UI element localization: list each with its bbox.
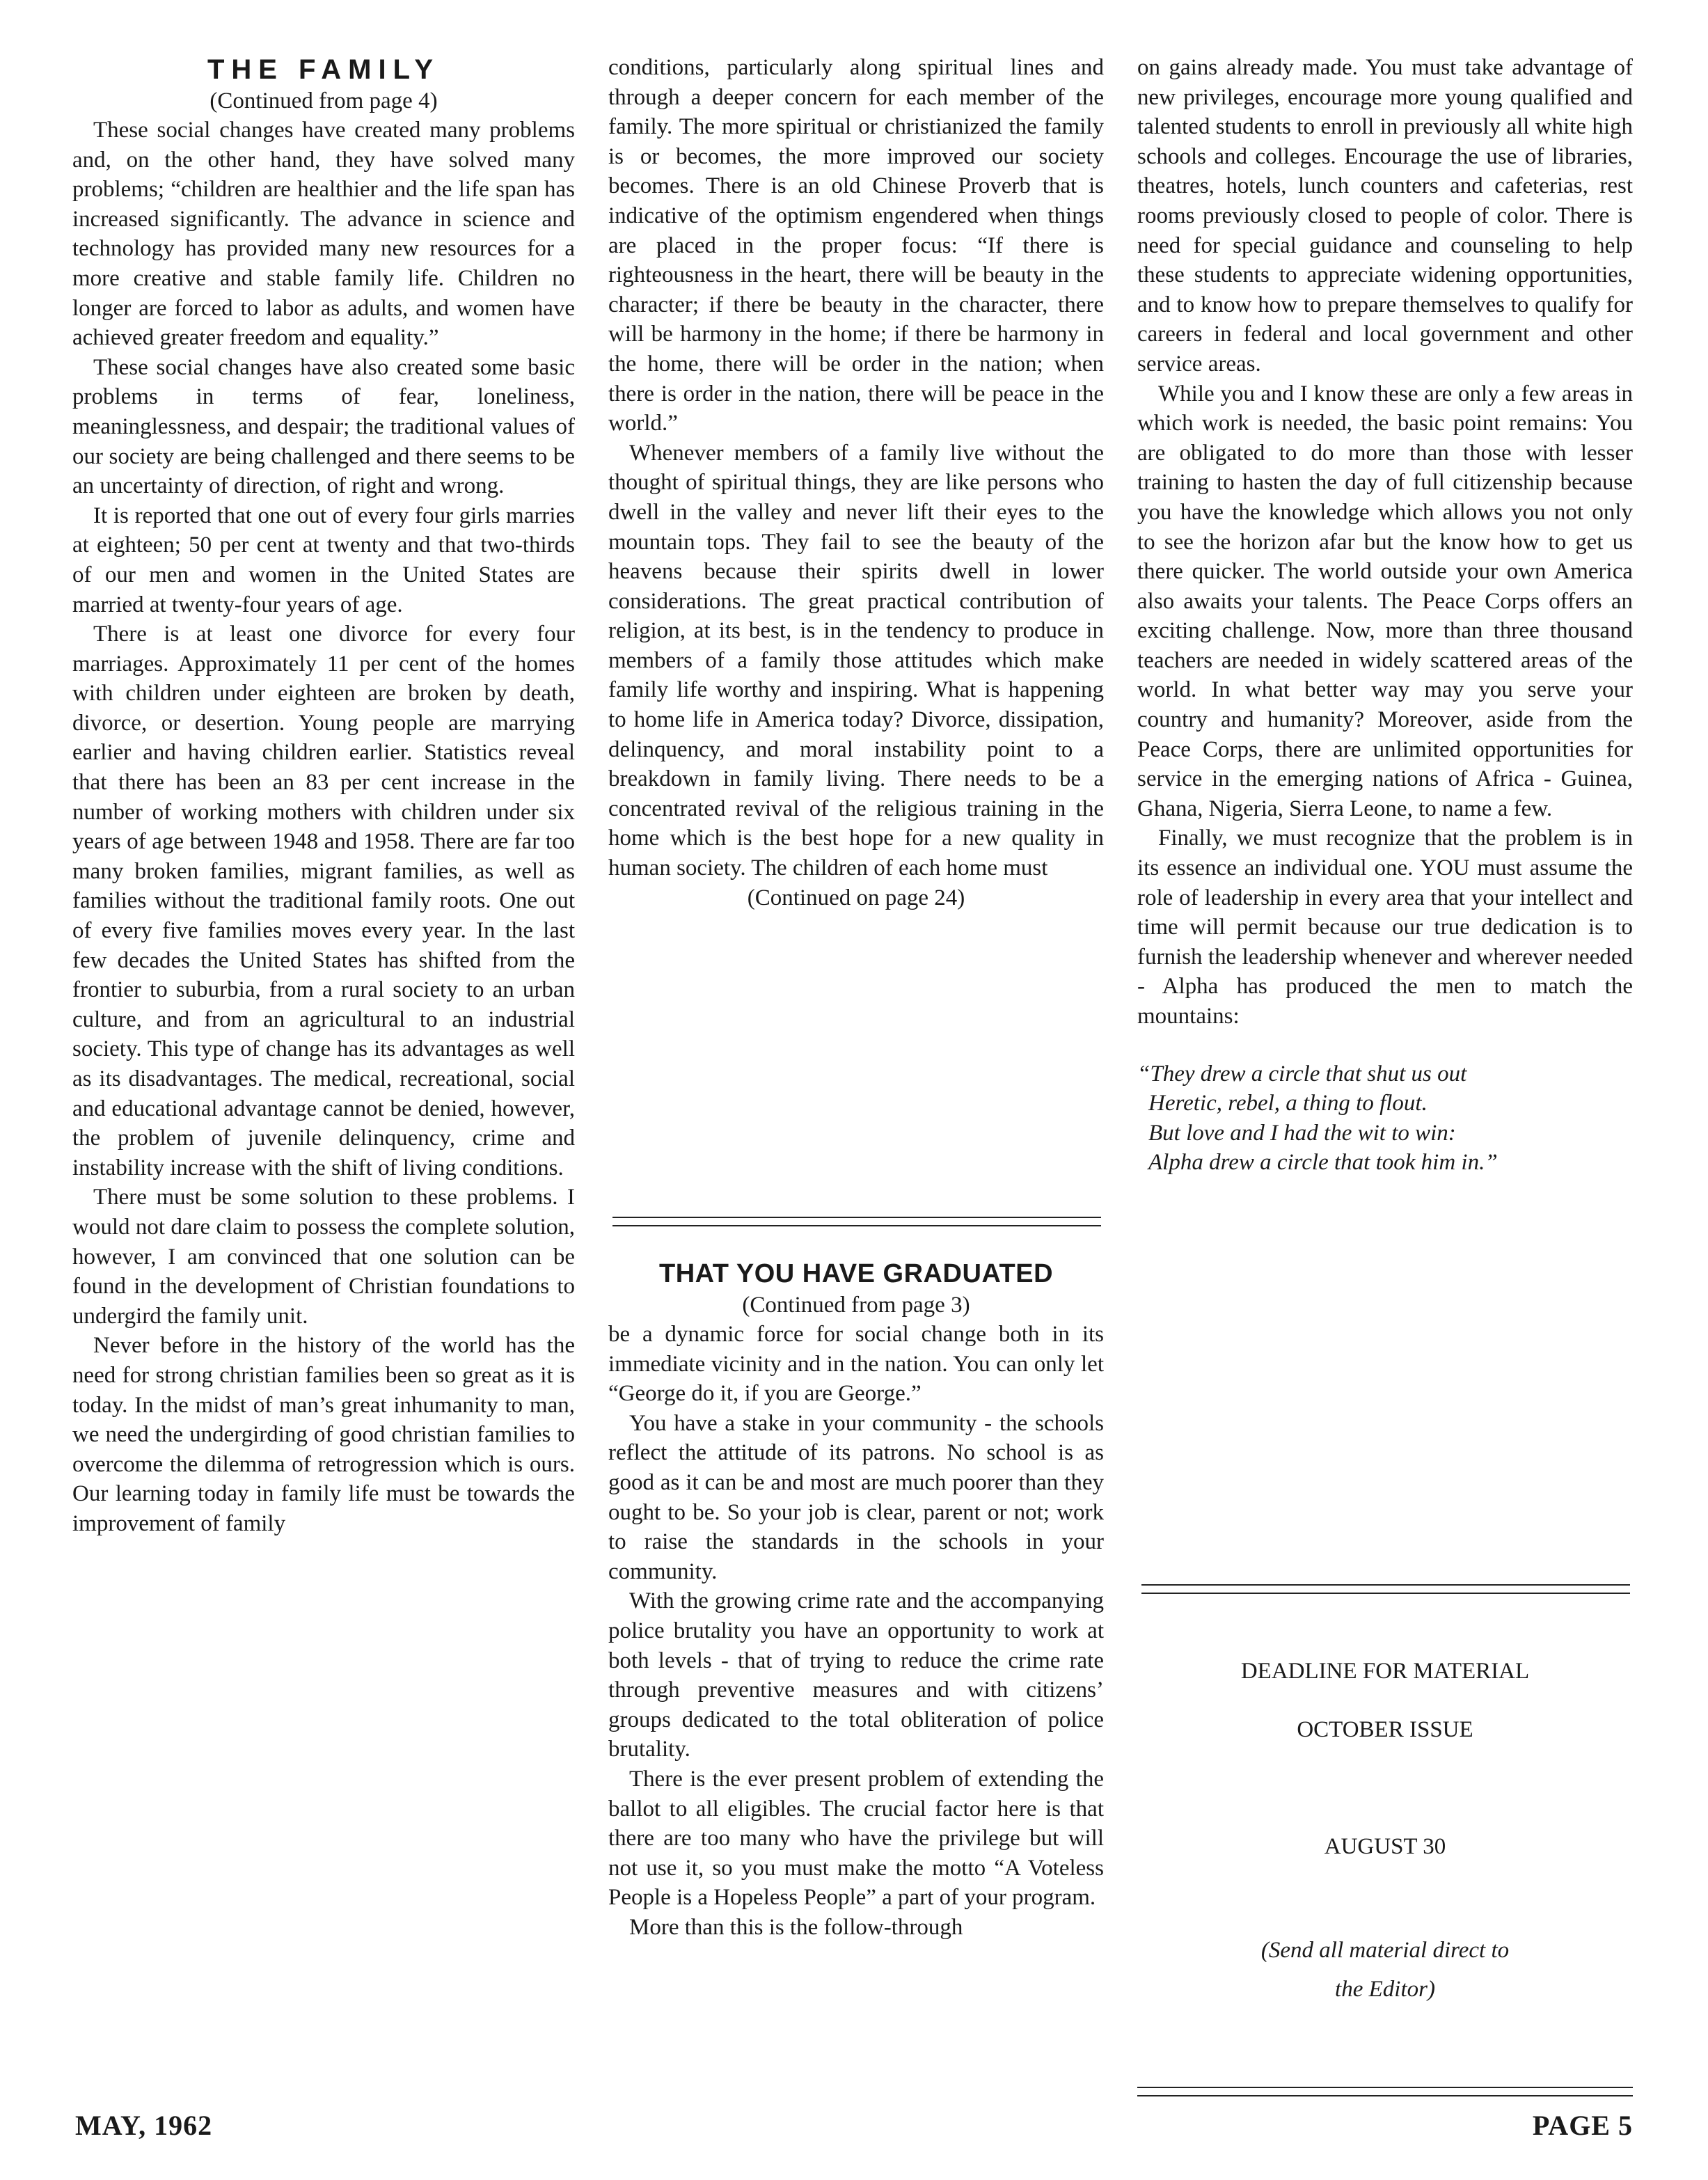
graduated-paragraph: While you and I know these are only a few areas in which work is needed, the basic point remains: You are obligated to do more than those with lesser training to hasten the day of full citizenship because you have the knowledge which allows you not only to see the horizon afar but the know how to get us there quicker. The world outside your own America also awaits your talents. The Peace Corps offers an exciting challenge. Now, more than three thousand teachers are needed in widely scattered areas of the world. In what better way may you serve your country and humanity? Moreover, aside from the Peace Corps, there are unlimited opportunities for service in the emerging nations of Africa - Guinea, Ghana, Nigeria, Sierra Leone, to name a few.	[1137, 381, 1633, 821]
column-right	[1137, 53, 1633, 1178]
deadline-note: the Editor)	[1335, 1977, 1435, 2002]
section-divider	[1141, 1584, 1630, 1594]
deadline-issue: OCTOBER ISSUE	[1297, 1717, 1473, 1742]
alpha-poem	[1137, 1059, 1633, 1178]
graduated-article	[608, 1257, 1104, 1942]
family-paragraph: There is at least one divorce for every four marriages. Approximately 11 per cent of the homes with children under eighteen are broken by death, divorce, or desertion. Young people are marrying earlier and having children earlier. Statistics reveal that there has been an 83 per cent increase in the number of working mothers with children under six years of age between 1948 and 1958. There are far too many broken families, migrant families, as well as families without the traditional family roots. One out of every five families moves every year. In the last few decades the United States has shifted from the frontier to suburbia, from a rural society to an urban culture, and from an agricultural to an industrial society. This type of change has its advantages as well as its disadvantages. The medical, recreational, social and educational advantage cannot be denied, however, the problem of juvenile delinquency, crime and instability increase with the shift of living conditions.	[72, 622, 575, 1180]
poem-line: “They drew a circle that shut us out	[1137, 1061, 1467, 1087]
graduated-body	[608, 1320, 1104, 1942]
family-paragraph: Whenever members of a family live without the thought of spiritual things, they are like persons who dwell in the valley and never lift their eyes to the mountain tops. They fail to see the beauty of the heavens because their spirits dwell in lower considerations. The great practical contribution of religion, at its best, is in the tendency to produce in members of a family those attitudes which make family life worthy and inspiring. What is happening to home life in America today? Divorce, dissipation, delinquency, and moral instability point to a breakdown in family living. There needs to be a concentrated revival of the religious training in the home which is the best hope for a new quality in human society. The children of each home must	[608, 440, 1104, 881]
graduated-continued-from: (Continued from page 3)	[742, 1293, 970, 1318]
family-paragraph: These social changes have also created some basic problems in terms of fear, loneliness, meaninglessness, and despair; the traditional values of our society are being challenged and there seems to be an uncertainty of direction, of right and wrong.	[72, 354, 575, 499]
graduated-paragraph: You have a stake in your community - the schools reflect the attitude of its patrons. No school is as good as it can be and most are much poorer than they ought to be. So your job is clear, parent or not; work to raise the standards in the schools in your community.	[608, 1410, 1104, 1584]
graduated-paragraph: be a dynamic force for social change both in its immediate vicinity and in the nation. You can only let “George do it, if you are George.”	[608, 1322, 1104, 1407]
family-paragraph: It is reported that one out of every four girls marries at eighteen; 50 per cent at twenty and that two-thirds of our men and women in the United States are married at twenty-four years of age.	[72, 503, 575, 617]
column-left	[72, 53, 575, 1539]
family-paragraph: conditions, particularly along spiritual lines and through a deeper concern for each member of the family. The more spiritual or christianized the family is or becomes, the more improved our society becomes. There is an old Chinese Proverb that is indicative of the optimism engendered when things are placed in the proper focus: “If there is righteousness in the heart, there will be beauty in the character; if there be beauty in the character, there will be harmony in the home; if there be harmony in the home, there will be order in the nation; when there is order in the nation, there will be peace in the world.”	[608, 55, 1104, 436]
section-divider	[612, 1217, 1101, 1226]
family-paragraph: Never before in the history of the world has the need for strong christian families been so great as it is today. In the midst of man’s great inhumanity to man, we need the undergirding of good christian families to overcome the dilemma of retrogression which is ours. Our learning today in family life must be towards the improvement of family	[72, 1333, 575, 1536]
column-middle	[608, 53, 1104, 913]
family-paragraph: These social changes have created many problems and, on the other hand, they have solved many problems; “children are healthier and the life span has increased significantly. The advance in science and technology has provided many new resources for a more creative and stable family life. Children no longer are forced to labor as adults, and women have achieved greater freedom and equality.”	[72, 118, 575, 351]
poem-line: Alpha drew a circle that took him in.”	[1148, 1150, 1498, 1176]
graduated-paragraph: More than this is the follow-through	[629, 1914, 963, 1940]
graduated-paragraph: There is the ever present problem of extending the ballot to all eligibles. The crucial factor here is that there are too many who have the privilege but will not use it, so you must make the motto “A Voteless People is a Hopeless People” a part of your program.	[608, 1766, 1104, 1911]
family-continued-on: (Continued on page 24)	[747, 885, 965, 910]
family-paragraph: There must be some solution to these problems. I would not dare claim to possess the complete solution, however, I am convinced that one solution can be found in the development of Christian foundations to undergird the family unit.	[72, 1185, 575, 1329]
deadline-note: (Send all material direct to	[1260, 1938, 1510, 1963]
deadline-notice	[1137, 1657, 1633, 2009]
family-continued-from: (Continued from page 4)	[209, 88, 438, 113]
graduated-paragraph: on gains already made. You must take advantage of new privileges, encourage more young qualified and talented students to enroll in previously all white high schools and colleges. Encourage the use of libraries, theatres, hotels, lunch counters and cafeterias, rest rooms previously closed to people of color. There is need for special guidance and counseling to help these students to appreciate widening opportunities, and to know how to prepare themselves to qualify for careers in federal and local government and other service areas.	[1137, 55, 1633, 377]
page-number: PAGE 5	[1532, 2110, 1633, 2141]
poem-line: But love and I had the wit to win:	[1148, 1120, 1456, 1146]
deadline-heading: DEADLINE FOR MATERIAL	[1240, 1659, 1530, 1684]
graduated-paragraph: Finally, we must recognize that the problem is in its essence an individual one. YOU must assume the role of leadership in every area that your intellect and time will permit because our true dedication is to furnish the leadership whenever and wherever needed - Alpha has produced the men to match the mountains:	[1137, 826, 1633, 1029]
issue-date: MAY, 1962	[75, 2110, 213, 2141]
graduated-paragraph: With the growing crime rate and the accompanying police brutality you have an opportunity to work at both levels - that of trying to reduce the crime rate through preventive measures and with citizens’ groups dedicated to the total obliteration of police brutality.	[608, 1588, 1104, 1762]
section-divider	[1137, 2087, 1633, 2096]
deadline-date: AUGUST 30	[1324, 1834, 1446, 1859]
family-article-title: THE FAMILY	[207, 54, 441, 85]
graduated-article-title: THAT YOU HAVE GRADUATED	[658, 1259, 1054, 1288]
poem-line: Heretic, rebel, a thing to flout.	[1148, 1091, 1428, 1116]
